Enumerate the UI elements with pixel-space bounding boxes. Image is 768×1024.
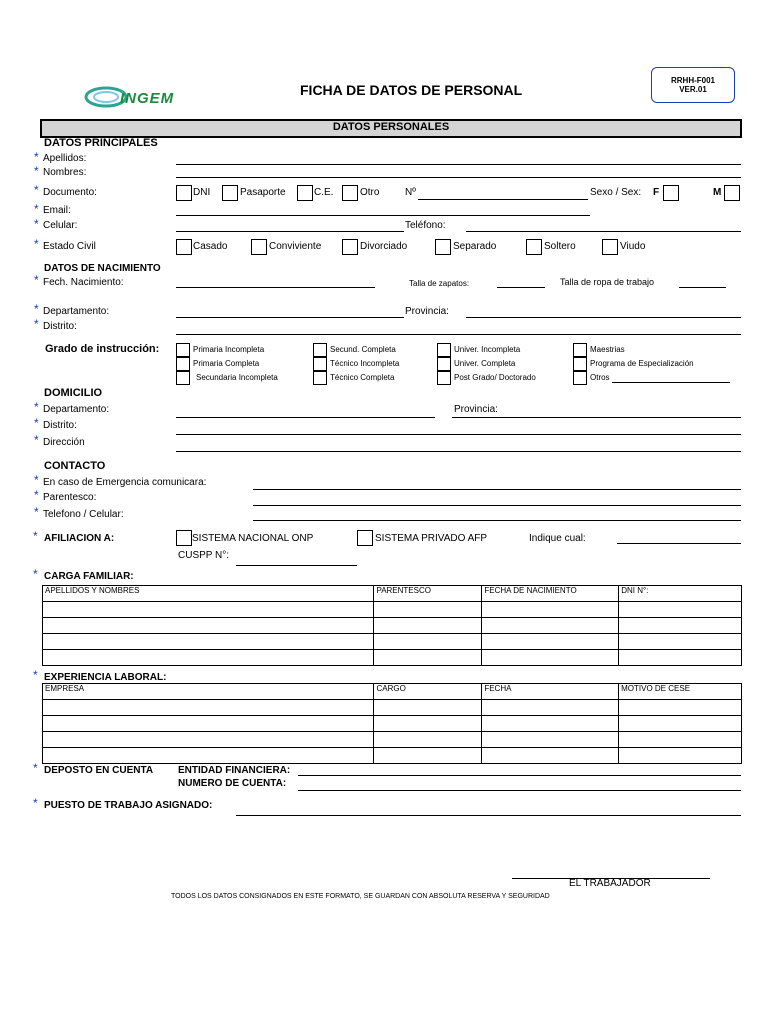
table-row: [43, 650, 742, 666]
field-nac-provincia[interactable]: [466, 317, 741, 318]
label-divorciado: Divorciado: [360, 241, 408, 252]
label-numero: Nº: [405, 187, 416, 198]
checkbox-secundaria-incompleta[interactable]: [176, 371, 190, 385]
checkbox-univer-completa[interactable]: [437, 357, 451, 371]
table-cell[interactable]: [43, 618, 374, 634]
label-emergencia: En caso de Emergencia comunicara:: [43, 477, 207, 488]
required-mark: *: [34, 302, 39, 316]
checkbox-sexo-m[interactable]: [724, 185, 740, 201]
label-experiencia-laboral: EXPERIENCIA LABORAL:: [44, 672, 167, 683]
label-carga-familiar: CARGA FAMILIAR:: [44, 571, 134, 582]
footer-note: TODOS LOS DATOS CONSIGNADOS EN ESTE FORMATO, SE GUARDAN CON ABSOLUTA RESERVA Y SEGURIDAD: [171, 893, 550, 900]
label-afiliacion: AFILIACION A:: [44, 533, 115, 544]
column-header: APELLIDOS Y NOMBRES: [43, 586, 374, 602]
table-cell[interactable]: [374, 732, 482, 748]
field-dom-distrito[interactable]: [176, 434, 741, 435]
table-cell[interactable]: [374, 700, 482, 716]
field-talla-ropa[interactable]: [679, 287, 726, 288]
label-nac-departamento: Departamento:: [43, 306, 110, 317]
label-post-grado: Post Grado/ Doctorado: [454, 373, 536, 382]
label-especializacion: Programa de Especialización: [590, 359, 694, 368]
column-header: PARENTESCO: [374, 586, 482, 602]
checkbox-secund-completa[interactable]: [313, 343, 327, 357]
table-cell[interactable]: [619, 634, 742, 650]
heading-datos-nacimiento: DATOS DE NACIMIENTO: [44, 263, 161, 274]
label-separado: Separado: [453, 241, 497, 252]
required-mark: *: [33, 761, 38, 775]
column-header: FECHA DE NACIMIENTO: [482, 586, 619, 602]
field-otros[interactable]: [612, 382, 730, 383]
column-header: DNI N°:: [619, 586, 742, 602]
required-mark: *: [33, 796, 38, 810]
required-mark: *: [34, 150, 39, 164]
required-mark: *: [34, 416, 39, 430]
table-cell[interactable]: [43, 602, 374, 618]
label-otros: Otros: [590, 373, 610, 382]
field-talla-zapatos[interactable]: [497, 287, 545, 288]
field-numero-cuenta[interactable]: [298, 790, 741, 791]
checkbox-dni[interactable]: [176, 185, 192, 201]
field-direccion[interactable]: [176, 451, 741, 452]
checkbox-pasaporte[interactable]: [222, 185, 238, 201]
table-cell[interactable]: [619, 748, 742, 764]
field-indique-cual[interactable]: [617, 543, 741, 544]
table-cell[interactable]: [619, 700, 742, 716]
table-cell[interactable]: [482, 732, 619, 748]
label-conviviente: Conviviente: [269, 241, 322, 252]
checkbox-otros[interactable]: [573, 371, 587, 385]
column-header: CARGO: [374, 684, 482, 700]
label-sexo-f: F: [653, 187, 660, 198]
checkbox-tecnico-incompleta[interactable]: [313, 357, 327, 371]
experiencia-table: [42, 683, 742, 764]
table-row: [43, 748, 742, 764]
label-puesto: PUESTO DE TRABAJO ASIGNADO:: [44, 800, 213, 811]
table-cell[interactable]: [374, 618, 482, 634]
checkbox-sexo-f[interactable]: [663, 185, 679, 201]
table-row: [43, 602, 742, 618]
heading-contacto: CONTACTO: [44, 460, 106, 472]
table-cell[interactable]: [43, 700, 374, 716]
table-cell[interactable]: [374, 650, 482, 666]
section-bar-label: DATOS PERSONALES: [332, 121, 450, 133]
label-nac-provincia: Provincia:: [405, 306, 449, 317]
label-indique-cual: Indique cual:: [529, 533, 586, 544]
column-header: FECHA: [482, 684, 619, 700]
label-maestrias: Maestrias: [590, 345, 625, 354]
logo-text: INGEM: [120, 90, 175, 107]
label-el-trabajador: EL TRABAJADOR: [569, 878, 651, 889]
checkbox-especializacion[interactable]: [573, 357, 587, 371]
field-entidad-financiera[interactable]: [298, 775, 741, 776]
table-cell[interactable]: [619, 618, 742, 634]
required-mark: *: [33, 567, 38, 581]
label-numero-cuenta: NUMERO DE CUENTA:: [178, 778, 287, 789]
checkbox-otro[interactable]: [342, 185, 358, 201]
table-row: [43, 634, 742, 650]
label-nombres: Nombres:: [43, 167, 87, 178]
label-documento: Documento:: [43, 187, 97, 198]
checkbox-afp[interactable]: [357, 530, 373, 546]
table-row: [43, 716, 742, 732]
checkbox-post-grado[interactable]: [437, 371, 451, 385]
page-title: FICHA DE DATOS DE PERSONAL: [300, 82, 523, 98]
table-cell[interactable]: [619, 602, 742, 618]
label-univer-completa: Univer. Completa: [454, 359, 516, 368]
field-puesto[interactable]: [236, 815, 741, 816]
table-cell[interactable]: [43, 748, 374, 764]
field-telefono[interactable]: [466, 231, 741, 232]
checkbox-onp[interactable]: [176, 530, 192, 546]
checkbox-conviviente[interactable]: [251, 239, 267, 255]
label-primaria-completa: Primaria Completa: [193, 359, 260, 368]
label-viudo: Viudo: [620, 241, 646, 252]
checkbox-separado[interactable]: [435, 239, 451, 255]
field-fecha-nacimiento[interactable]: [176, 287, 375, 288]
table-cell[interactable]: [43, 650, 374, 666]
label-casado: Casado: [193, 241, 228, 252]
checkbox-casado[interactable]: [176, 239, 192, 255]
table-cell[interactable]: [374, 602, 482, 618]
label-apellidos: Apellidos:: [43, 153, 87, 164]
table-cell[interactable]: [619, 650, 742, 666]
table-cell[interactable]: [374, 634, 482, 650]
label-otro: Otro: [360, 187, 380, 198]
checkbox-ce[interactable]: [297, 185, 313, 201]
field-apellidos[interactable]: [176, 164, 741, 165]
table-row: [43, 618, 742, 634]
table-cell[interactable]: [43, 716, 374, 732]
required-mark: *: [34, 183, 39, 197]
field-cuspp[interactable]: [236, 565, 357, 566]
field-nombres[interactable]: [176, 177, 741, 178]
required-mark: *: [34, 433, 39, 447]
section-bar-datos-personales: [40, 119, 742, 138]
table-row: [43, 732, 742, 748]
checkbox-viudo[interactable]: [602, 239, 618, 255]
label-ce: C.E.: [314, 187, 334, 198]
table-cell[interactable]: [482, 716, 619, 732]
checkbox-tecnico-completa[interactable]: [313, 371, 327, 385]
heading-grado-instruccion: Grado de instrucción:: [45, 343, 160, 355]
required-mark: *: [34, 488, 39, 502]
label-tecnico-completa: Técnico Completa: [330, 373, 395, 382]
checkbox-primaria-incompleta[interactable]: [176, 343, 190, 357]
heading-datos-principales: DATOS PRINCIPALES: [44, 137, 158, 149]
label-secundaria-incompleta: Secundaria Incompleta: [196, 373, 278, 382]
label-fecha-nacimiento: Fech. Nacimiento:: [43, 277, 124, 288]
label-dom-departamento: Departamento:: [43, 404, 110, 415]
field-parentesco[interactable]: [253, 505, 741, 506]
required-mark: *: [34, 400, 39, 414]
label-parentesco: Parentesco:: [43, 492, 97, 503]
label-sexo: Sexo / Sex:: [590, 187, 642, 198]
checkbox-divorciado[interactable]: [342, 239, 358, 255]
label-contacto-telefono: Telefono / Celular:: [43, 509, 124, 520]
label-dni: DNI: [193, 187, 211, 198]
label-talla-ropa: Talla de ropa de trabajo: [560, 277, 655, 287]
label-tecnico-incompleta: Técnico Incompleta: [330, 359, 400, 368]
required-mark: *: [34, 505, 39, 519]
checkbox-maestrias[interactable]: [573, 343, 587, 357]
field-email[interactable]: [176, 215, 590, 216]
table-cell[interactable]: [482, 618, 619, 634]
heading-domicilio: DOMICILIO: [44, 387, 103, 399]
table-cell[interactable]: [374, 716, 482, 732]
required-mark: *: [34, 202, 39, 216]
label-cuspp: CUSPP N°:: [178, 550, 230, 561]
table-header-row: [43, 684, 742, 700]
label-celular: Celular:: [43, 220, 78, 231]
required-mark: *: [33, 529, 38, 543]
field-nac-departamento[interactable]: [176, 317, 404, 318]
field-contacto-telefono[interactable]: [253, 520, 741, 521]
table-cell[interactable]: [482, 602, 619, 618]
table-cell[interactable]: [482, 634, 619, 650]
form-code: RRHH-F001: [670, 76, 715, 85]
column-header: EMPRESA: [43, 684, 374, 700]
label-entidad-financiera: ENTIDAD FINANCIERA:: [178, 765, 291, 776]
label-pasaporte: Pasaporte: [240, 187, 286, 198]
label-secund-completa: Secund. Completa: [330, 345, 396, 354]
label-deposito: DEPOSTO EN CUENTA: [44, 765, 154, 776]
label-afp: SISTEMA PRIVADO AFP: [375, 533, 488, 544]
required-mark: *: [34, 217, 39, 231]
checkbox-primaria-completa[interactable]: [176, 357, 190, 371]
company-logo: [84, 84, 196, 112]
code-box: [651, 67, 735, 103]
table-cell[interactable]: [619, 732, 742, 748]
label-nac-distrito: Distrito:: [43, 321, 77, 332]
label-soltero: Soltero: [544, 241, 576, 252]
field-nac-distrito[interactable]: [176, 334, 741, 335]
label-estado-civil: Estado Civil: [43, 241, 96, 252]
label-talla-zapatos: Talla de zapatos:: [409, 279, 470, 288]
table-cell[interactable]: [43, 732, 374, 748]
label-telefono: Teléfono:: [405, 220, 446, 231]
table-cell[interactable]: [619, 716, 742, 732]
table-row: [43, 700, 742, 716]
form-version: VER.01: [679, 85, 707, 94]
field-emergencia[interactable]: [253, 489, 741, 490]
label-primaria-incompleta: Primaria Incompleta: [193, 345, 265, 354]
table-cell[interactable]: [482, 700, 619, 716]
table-cell[interactable]: [482, 748, 619, 764]
field-celular[interactable]: [176, 231, 404, 232]
required-mark: *: [34, 237, 39, 251]
table-header-row: [43, 586, 742, 602]
column-header: MOTIVO DE CESE: [619, 684, 742, 700]
required-mark: *: [33, 668, 38, 682]
label-dom-provincia: Provincia:: [454, 404, 498, 415]
required-mark: *: [34, 164, 39, 178]
label-sexo-m: M: [713, 187, 722, 198]
label-email: Email:: [43, 205, 71, 216]
field-numero-documento[interactable]: [418, 199, 588, 200]
required-mark: *: [34, 317, 39, 331]
required-mark: *: [34, 273, 39, 287]
table-cell[interactable]: [43, 634, 374, 650]
table-cell[interactable]: [374, 748, 482, 764]
required-mark: *: [34, 473, 39, 487]
checkbox-univer-incompleta[interactable]: [437, 343, 451, 357]
field-dom-departamento[interactable]: [176, 417, 435, 418]
carga-familiar-table: [42, 585, 742, 666]
checkbox-soltero[interactable]: [526, 239, 542, 255]
table-cell[interactable]: [482, 650, 619, 666]
label-onp: SISTEMA NACIONAL ONP: [192, 533, 314, 544]
label-dom-distrito: Distrito:: [43, 420, 77, 431]
label-univer-incompleta: Univer. Incompleta: [454, 345, 521, 354]
label-direccion: Dirección: [43, 437, 85, 448]
field-dom-provincia[interactable]: [452, 417, 741, 418]
